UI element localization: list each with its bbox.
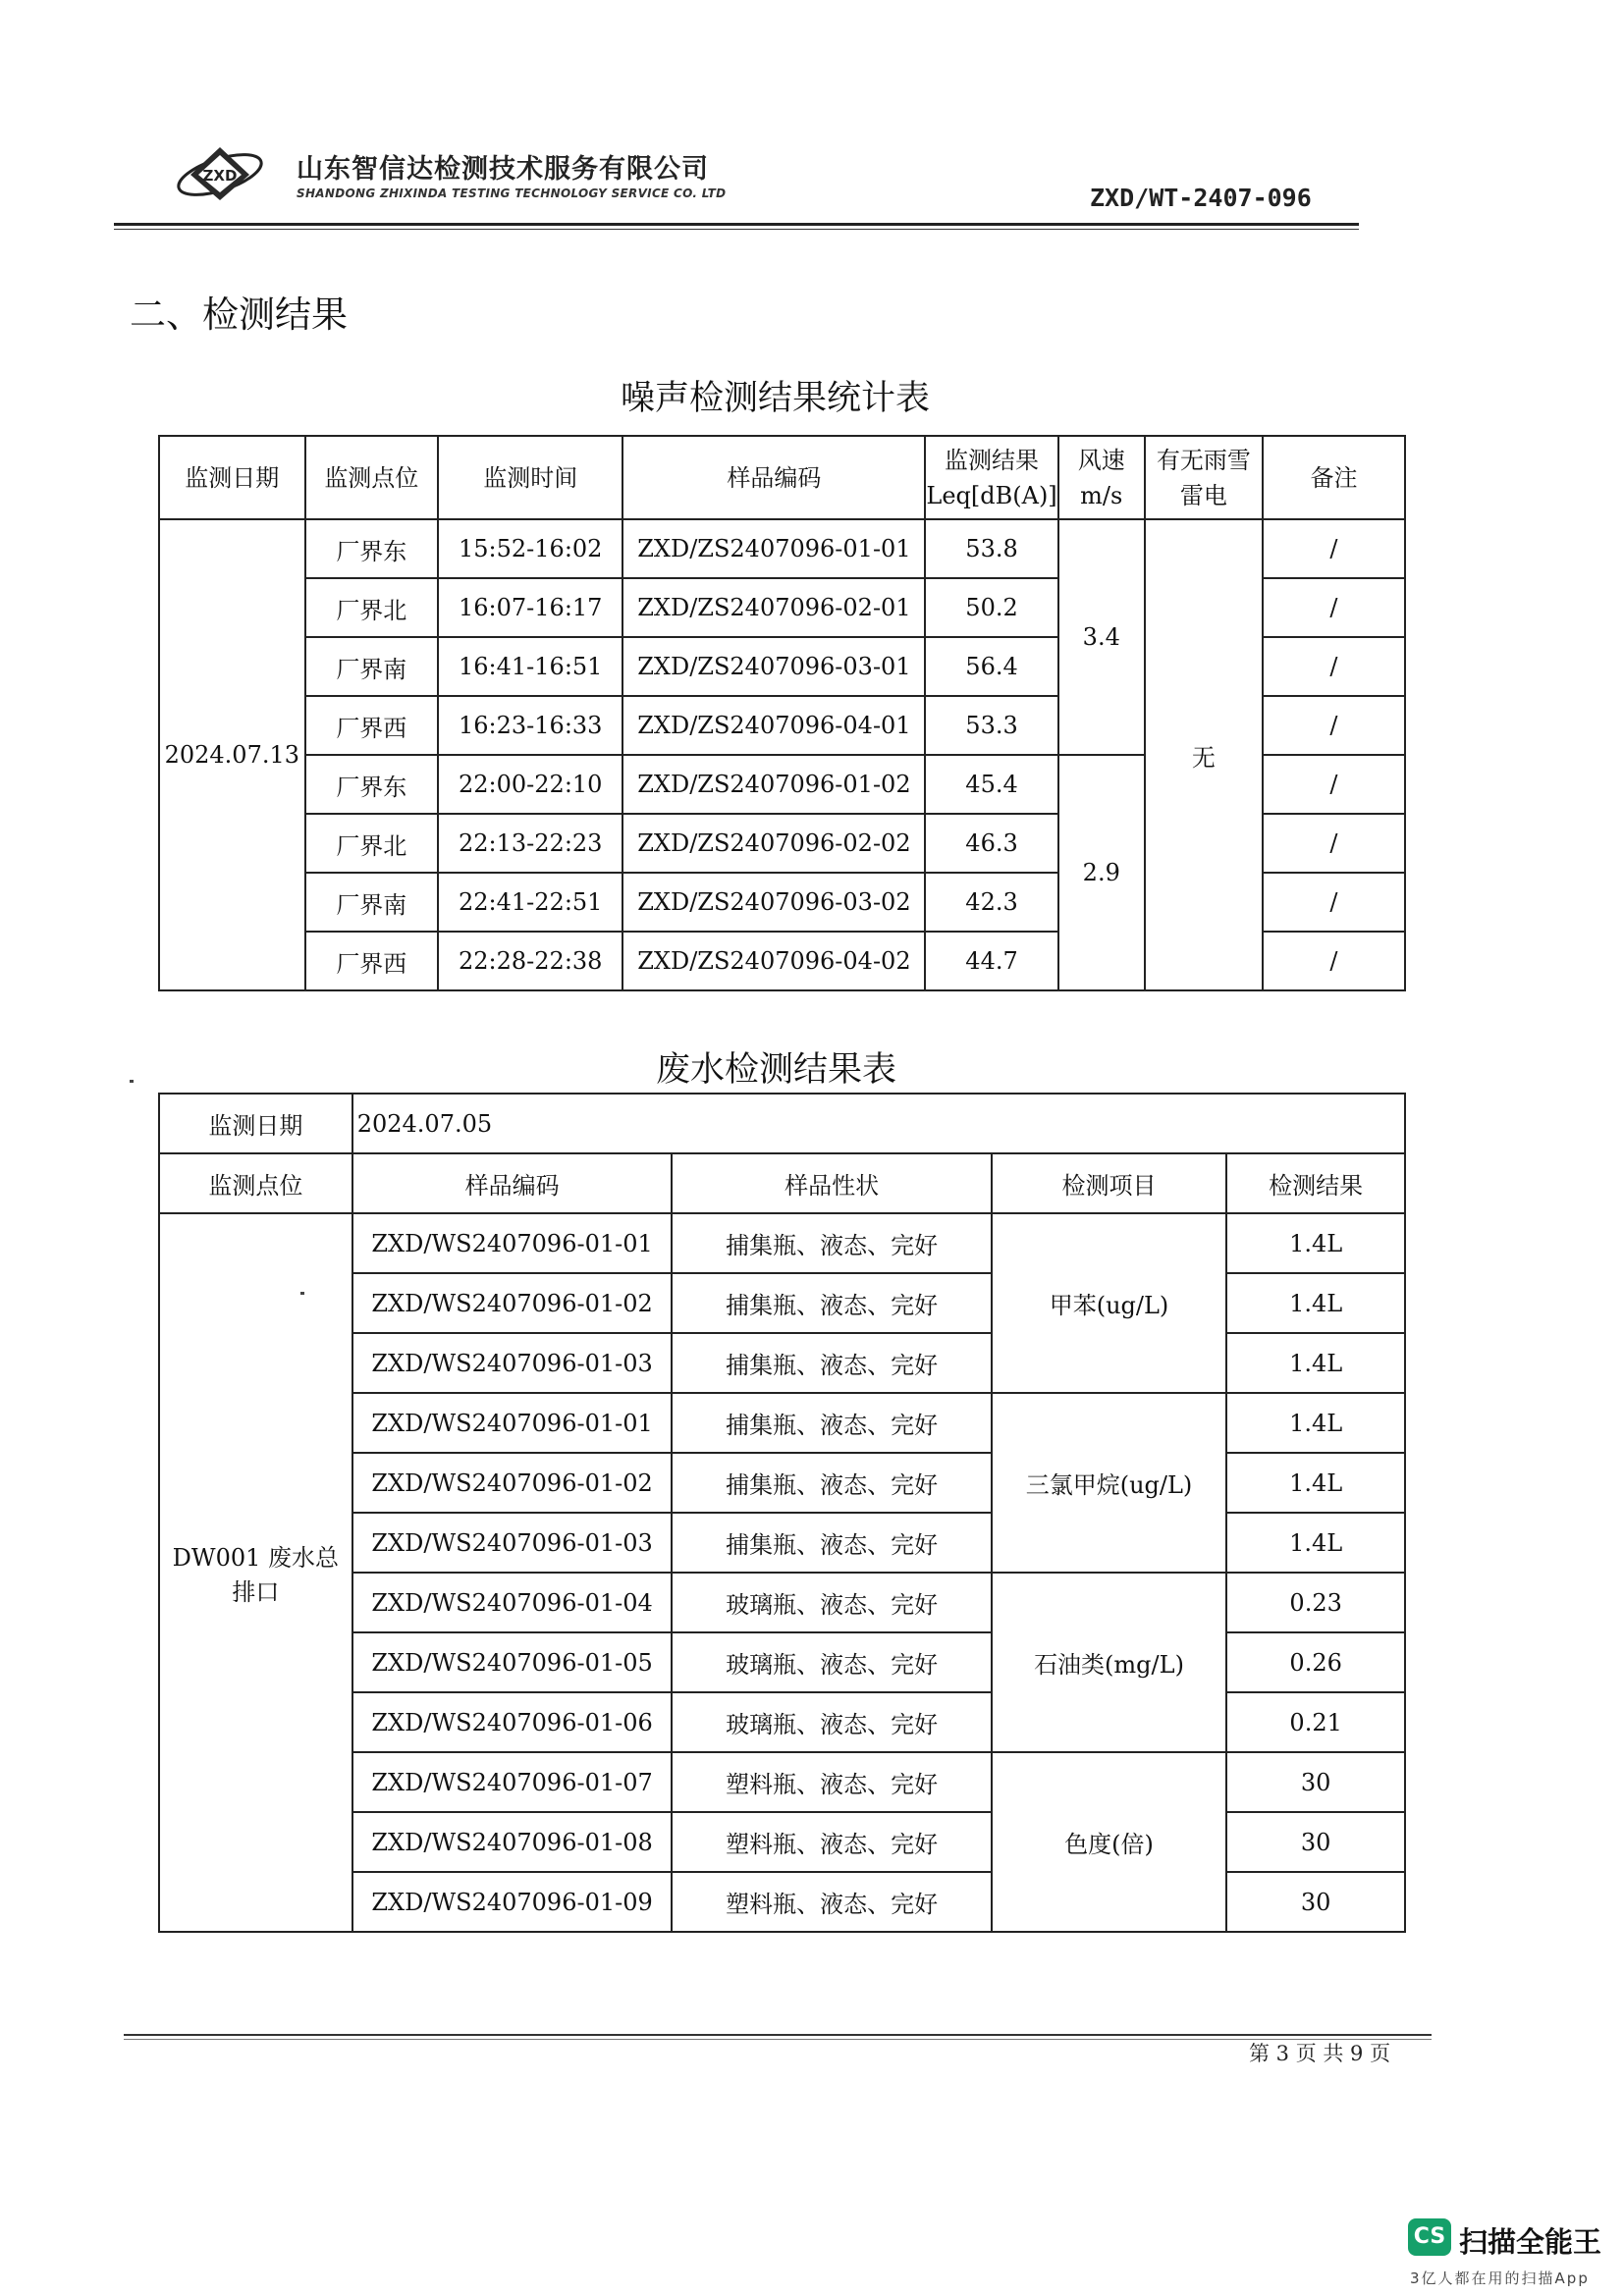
point-cell: 厂界南: [305, 873, 438, 932]
header-state: 样品性状: [672, 1153, 991, 1213]
code-cell: ZXD/WS2407096-01-02: [352, 1453, 673, 1513]
state-cell: 塑料瓶、液态、完好: [672, 1752, 991, 1812]
wastewater-table-title: 废水检测结果表: [656, 1050, 897, 1090]
wastewater-header-row: [159, 1153, 1405, 1213]
result-cell: 42.3: [925, 873, 1057, 932]
code-cell: ZXD/WS2407096-01-02: [352, 1273, 673, 1333]
remark-cell: /: [1263, 637, 1405, 696]
wastewater-results-table: [158, 1093, 1406, 1933]
point-cell: 厂界西: [305, 932, 438, 990]
result-cell: 56.4: [925, 637, 1057, 696]
time-cell: 16:07-16:17: [438, 578, 622, 637]
state-cell: 玻璃瓶、液态、完好: [672, 1692, 991, 1752]
header-weather: 有无雨雪 雷电: [1145, 436, 1263, 519]
result-cell: 0.23: [1226, 1573, 1405, 1632]
footer-divider: [124, 2034, 1432, 2036]
code-cell: ZXD/ZS2407096-02-01: [622, 578, 925, 637]
company-name-en: SHANDONG ZHIXINDA TESTING TECHNOLOGY SERVICE CO. LTD: [297, 187, 727, 200]
code-cell: ZXD/WS2407096-01-08: [352, 1812, 673, 1872]
header-divider: [114, 223, 1359, 226]
code-cell: ZXD/ZS2407096-04-02: [622, 932, 925, 990]
table-row: [159, 1213, 1405, 1273]
result-cell: 1.4L: [1226, 1453, 1405, 1513]
company-name-cn: 山东智信达检测技术服务有限公司: [297, 154, 709, 185]
page-number: 第 3 页 共 9 页: [1249, 2042, 1391, 2065]
time-cell: 22:00-22:10: [438, 755, 622, 814]
date-label: 监测日期: [159, 1094, 352, 1153]
code-cell: ZXD/ZS2407096-03-02: [622, 873, 925, 932]
weather-cell: 无: [1145, 519, 1263, 990]
header-result: 检测结果: [1226, 1153, 1405, 1213]
state-cell: 捕集瓶、液态、完好: [672, 1273, 991, 1333]
result-cell: 1.4L: [1226, 1513, 1405, 1573]
code-cell: ZXD/ZS2407096-01-02: [622, 755, 925, 814]
code-cell: ZXD/WS2407096-01-07: [352, 1752, 673, 1812]
result-cell: 1.4L: [1226, 1333, 1405, 1393]
code-cell: ZXD/ZS2407096-03-01: [622, 637, 925, 696]
camscanner-logo-icon: CS: [1408, 2218, 1451, 2256]
scan-speck: [130, 1080, 134, 1083]
item-cell: 三氯甲烷(ug/L): [992, 1393, 1227, 1573]
time-cell: 22:41-22:51: [438, 873, 622, 932]
point-cell: 厂界东: [305, 755, 438, 814]
item-cell: 色度(倍): [992, 1752, 1227, 1932]
wind-night-cell: 2.9: [1058, 755, 1145, 990]
code-cell: ZXD/WS2407096-01-06: [352, 1692, 673, 1752]
state-cell: 捕集瓶、液态、完好: [672, 1513, 991, 1573]
point-cell: 厂界北: [305, 814, 438, 873]
code-cell: ZXD/WS2407096-01-04: [352, 1573, 673, 1632]
state-cell: 玻璃瓶、液态、完好: [672, 1632, 991, 1692]
state-cell: 塑料瓶、液态、完好: [672, 1872, 991, 1932]
code-cell: ZXD/ZS2407096-02-02: [622, 814, 925, 873]
remark-cell: /: [1263, 696, 1405, 755]
code-cell: ZXD/WS2407096-01-03: [352, 1513, 673, 1573]
header-wind: 风速 m/s: [1058, 436, 1145, 519]
remark-cell: /: [1263, 755, 1405, 814]
result-cell: 53.8: [925, 519, 1057, 578]
camscanner-name: 扫描全能王: [1459, 2225, 1602, 2259]
time-cell: 16:41-16:51: [438, 637, 622, 696]
date-cell: 2024.07.13: [159, 519, 305, 990]
result-cell: 45.4: [925, 755, 1057, 814]
header-code: 样品编码: [622, 436, 925, 519]
code-cell: ZXD/ZS2407096-01-01: [622, 519, 925, 578]
time-cell: 22:13-22:23: [438, 814, 622, 873]
item-cell: 石油类(mg/L): [992, 1573, 1227, 1752]
header-result: 监测结果 Leq[dB(A)]: [925, 436, 1057, 519]
logo-text: ZXD: [202, 167, 238, 185]
section-title: 二、检测结果: [130, 294, 348, 336]
header-point: 监测点位: [305, 436, 438, 519]
header-divider-thin: [114, 229, 1359, 230]
state-cell: 捕集瓶、液态、完好: [672, 1213, 991, 1273]
state-cell: 捕集瓶、液态、完好: [672, 1453, 991, 1513]
result-cell: 50.2: [925, 578, 1057, 637]
state-cell: 玻璃瓶、液态、完好: [672, 1573, 991, 1632]
remark-cell: /: [1263, 519, 1405, 578]
date-value: 2024.07.05: [352, 1094, 1405, 1153]
time-cell: 22:28-22:38: [438, 932, 622, 990]
state-cell: 捕集瓶、液态、完好: [672, 1393, 991, 1453]
result-cell: 46.3: [925, 814, 1057, 873]
item-cell: 甲苯(ug/L): [992, 1213, 1227, 1393]
camscanner-slogan: 3亿人都在用的扫描App: [1410, 2269, 1590, 2287]
point-cell: 厂界东: [305, 519, 438, 578]
code-cell: ZXD/ZS2407096-04-01: [622, 696, 925, 755]
state-cell: 塑料瓶、液态、完好: [672, 1812, 991, 1872]
code-cell: ZXD/WS2407096-01-09: [352, 1872, 673, 1932]
time-cell: 15:52-16:02: [438, 519, 622, 578]
result-cell: 0.21: [1226, 1692, 1405, 1752]
point-cell: 厂界南: [305, 637, 438, 696]
result-cell: 0.26: [1226, 1632, 1405, 1692]
footer-divider-thin: [124, 2039, 1432, 2040]
remark-cell: /: [1263, 932, 1405, 990]
remark-cell: /: [1263, 873, 1405, 932]
point-cell: 厂界西: [305, 696, 438, 755]
noise-header-row: [159, 436, 1405, 519]
point-cell: 厂界北: [305, 578, 438, 637]
noise-table-title: 噪声检测结果统计表: [621, 379, 931, 418]
code-cell: ZXD/WS2407096-01-01: [352, 1393, 673, 1453]
result-cell: 30: [1226, 1812, 1405, 1872]
code-cell: ZXD/WS2407096-01-05: [352, 1632, 673, 1692]
header-remark: 备注: [1263, 436, 1405, 519]
header-time: 监测时间: [438, 436, 622, 519]
noise-results-table: [158, 435, 1406, 991]
header-code: 样品编码: [352, 1153, 673, 1213]
wind-day-cell: 3.4: [1058, 519, 1145, 755]
result-cell: 53.3: [925, 696, 1057, 755]
header-point: 监测点位: [159, 1153, 352, 1213]
state-cell: 捕集瓶、液态、完好: [672, 1333, 991, 1393]
result-cell: 1.4L: [1226, 1273, 1405, 1333]
result-cell: 30: [1226, 1752, 1405, 1812]
result-cell: 1.4L: [1226, 1393, 1405, 1453]
result-cell: 30: [1226, 1872, 1405, 1932]
result-cell: 44.7: [925, 932, 1057, 990]
remark-cell: /: [1263, 814, 1405, 873]
header-item: 检测项目: [992, 1153, 1227, 1213]
table-row: [159, 519, 1405, 578]
header-date: 监测日期: [159, 436, 305, 519]
result-cell: 1.4L: [1226, 1213, 1405, 1273]
code-cell: ZXD/WS2407096-01-01: [352, 1213, 673, 1273]
remark-cell: /: [1263, 578, 1405, 637]
code-cell: ZXD/WS2407096-01-03: [352, 1333, 673, 1393]
date-row: [159, 1094, 1405, 1153]
report-number: ZXD/WT-2407-096: [1090, 184, 1312, 212]
point-cell: DW001 废水总 排口: [159, 1213, 352, 1932]
time-cell: 16:23-16:33: [438, 696, 622, 755]
company-logo: [173, 139, 271, 208]
